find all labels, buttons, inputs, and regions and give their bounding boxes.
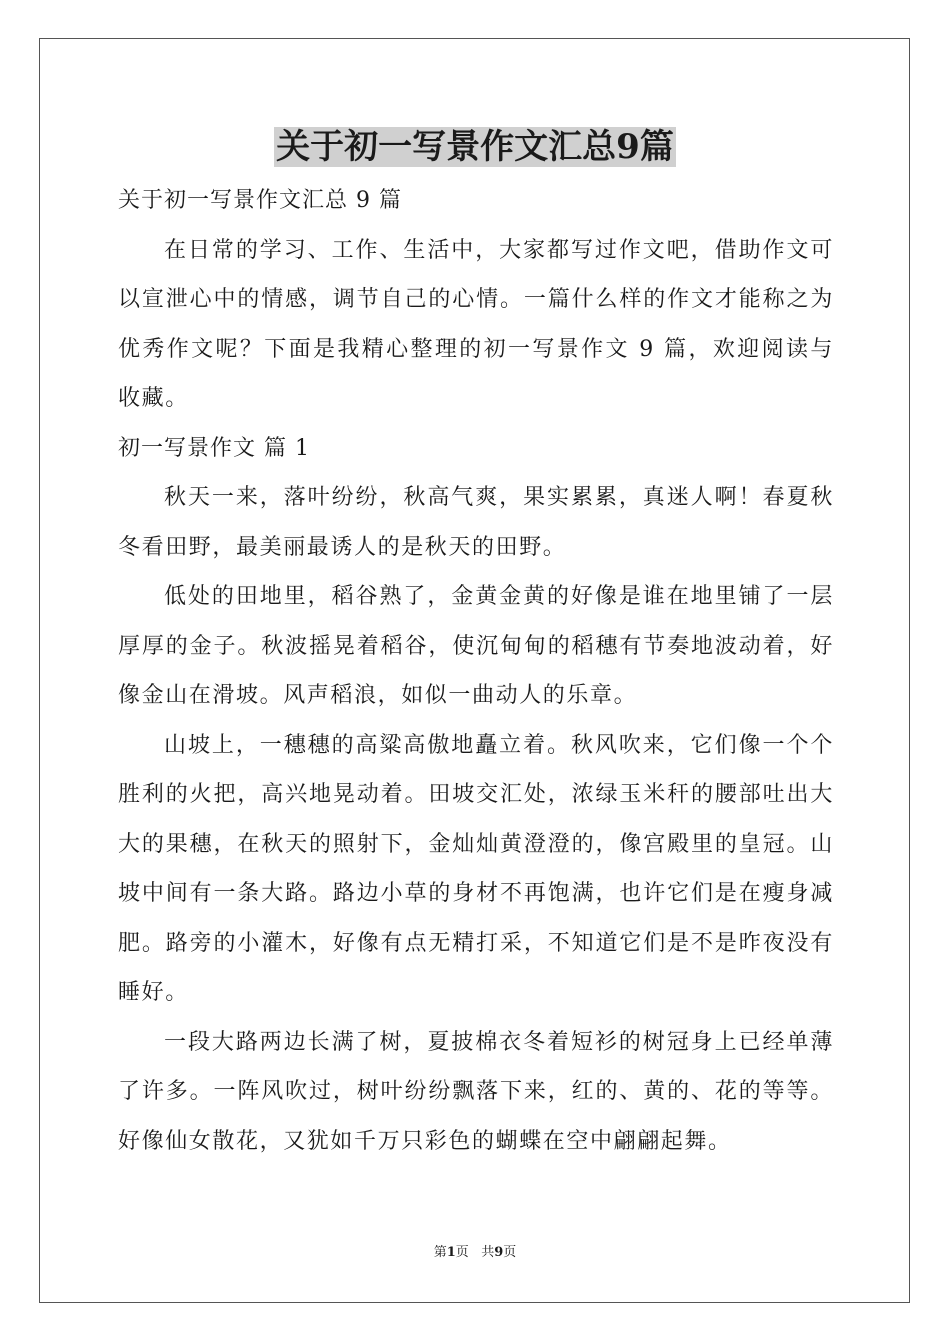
footer-total-pages: 9 [494,1245,504,1260]
page-footer [0,1244,950,1262]
footer-prefix: 第 [433,1245,447,1260]
body-paragraph: 一段大路两边长满了树，夏披棉衣冬着短衫的树冠身上已经单薄了许多。一阵风吹过，树叶纷纷飘落下来，红的、黄的、花的等等。好像仙女散花，又犹如千万只彩色的蝴蝶在空中翩翩起舞。 [118,1029,834,1154]
footer-total-prefix: 共 [481,1245,495,1260]
body-paragraph: 山坡上，一穗穗的高粱高傲地矗立着。秋风吹来，它们像一个个胜利的火把，高兴地晃动着。田坡交汇处，浓绿玉米秆的腰部吐出大大的果穗，在秋天的照射下，金灿灿黄澄澄的，像宫殿里的皇冠。山坡中间有一条大路。路边小草的身材不再饱满，也许它们是在瘦身减肥。路旁的小灌木，好像有点无精打采，不知道它们是不是昨夜没有睡好。 [118,732,834,1005]
document-body [118,176,834,1166]
document-title-text: 关于初一写景作文汇总9篇 [276,127,674,167]
footer-page-number: 1 [446,1245,456,1260]
subtitle: 关于初一写景作文汇总 9 篇 [118,188,402,213]
intro-paragraph: 在日常的学习、工作、生活中，大家都写过作文吧，借助作文可以宣泄心中的情感，调节自己的心情。一篇什么样的作文才能称之为优秀作文呢？下面是我精心整理的初一写景作文 9 篇，欢迎阅读与收藏。 [118,237,834,411]
body-paragraph: 秋天一来，落叶纷纷，秋高气爽，果实累累，真迷人啊！春夏秋冬看田野，最美丽最诱人的是秋天的田野。 [118,485,834,560]
body-paragraph: 低处的田地里，稻谷熟了，金黄金黄的好像是谁在地里铺了一层厚厚的金子。秋波摇晃着稻谷，使沉甸甸的稻穗有节奏地波动着，好像金山在滑坡。风声稻浪，如似一曲动人的乐章。 [118,584,834,708]
section-heading: 初一写景作文 篇 1 [118,435,310,461]
document-title [0,124,950,170]
footer-total-suffix: 页 [503,1245,517,1260]
footer-page-suffix: 页 [455,1245,469,1260]
